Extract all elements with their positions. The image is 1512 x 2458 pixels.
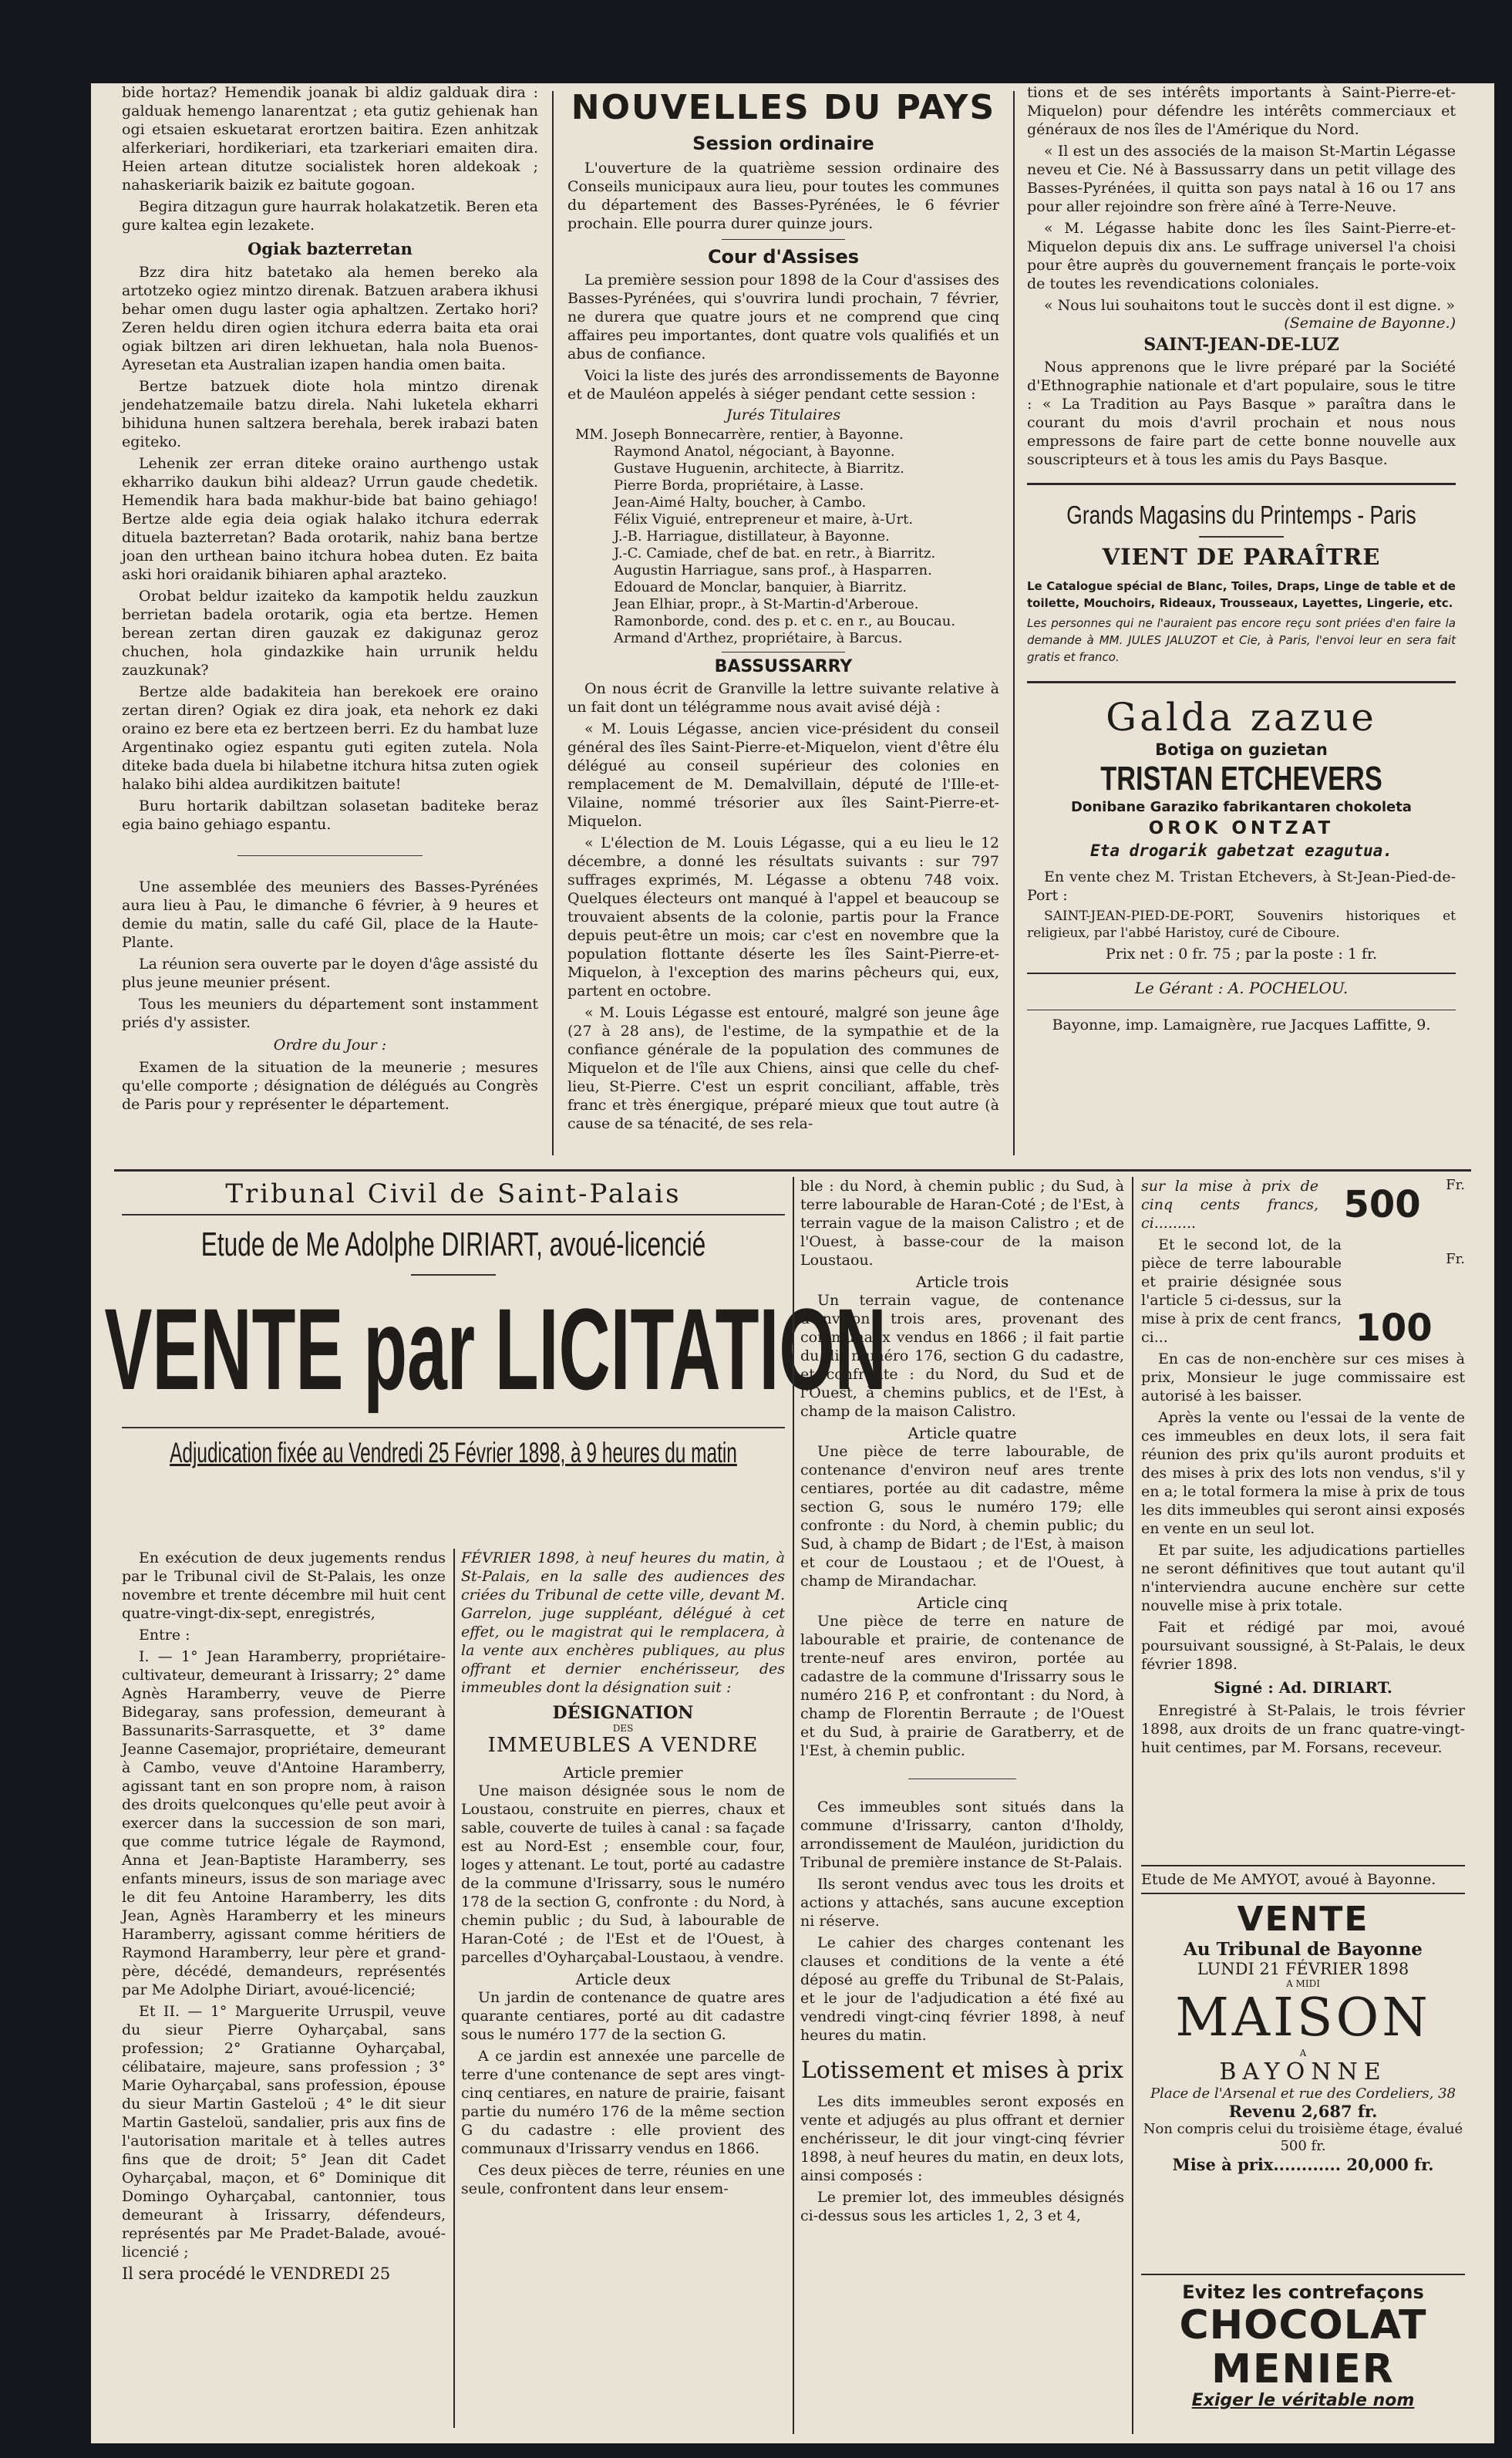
jure-item: Edouard de Monclar, banquier, à Biarritz. [614,579,908,595]
legasse-text: « M. Légasse habite donc les îles Saint-Pierre-et-Miquelon depuis dix ans. Le suffrage universel l'a choisi pour être auprès du gouvernement français le porte-voix de toutes les revendications coloniales. [1027,220,1456,292]
prix-amount: 500 [1343,1183,1421,1226]
fr-label: Fr. [1446,1177,1465,1193]
jure-item: Jean Elhiar, propr., à St-Martin-d'Arberoue. [614,596,919,612]
divider [237,855,423,856]
bassussarry-text: « M. Louis Légasse est entouré, malgré son jeune âge (27 à 28 ans), de l'estime, de la sympathie et de la confiance générale de la population des communes de Miquelon et de l'île aux Chiens, ainsi que celle du chef-lieu, St-Pierre. C'est un esprit conciliant, affable, très franc et très énergique, préparé mieux que tout autre (à cause de sa ténacité, de ses rela- [567,1004,999,1132]
ad-divider [1141,1865,1465,1866]
licitation-text: FÉVRIER 1898, à neuf heures du matin, à St-Palais, en la salle des audiences des criées du Tribunal de cette ville, devant M. Garrelon, juge suppléant, délégué à cet effet, ou le magistrat qui le remplacera, à la vente aux enchères publiques, au plus offrant et dernier enchérisseur, des immeubles dont la désignation suit : [461,1549,785,1696]
galda-prix: Prix net : 0 fr. 75 ; par la poste : 1 fr. [1105,946,1378,963]
maison-vente: VENTE [1237,1900,1369,1939]
maison-title: MAISON [1175,1988,1431,2048]
jure-item: J.-C. Camiade, chef de bat. en retr., à Biarritz. [614,545,936,561]
article-text: ble : du Nord, à chemin public ; du Sud, à terre labourable de Haran-Coté ; de l'Est, à terrain vague de la maison Calistro ; et de l'Ouest, à basse-cour de la maison Loustaou. [800,1178,1124,1269]
licitation-text: Il sera procédé le VENDREDI 25 [122,2264,391,2283]
printemps-sub: VIENT DE PARAÎTRE [1102,544,1381,570]
licitation-text: En exécution de deux jugements rendus par le Tribunal civil de St-Palais, les onze novembre et trente décembre mil huit cent quatre-vingt-dix-sept, enregistrés, [122,1549,446,1622]
jure-item: Jean-Aimé Halty, boucher, à Cambo. [614,494,867,511]
printemps-text: Les personnes qui ne l'auraient pas encore reçu sont priées d'en faire la demande à MM. JULES JALUZOT et Cie, à Paris, l'envoi leur en sera fait gratis et franco. [1027,616,1456,664]
divider [122,1427,785,1428]
designation-heading: DÉSIGNATION [552,1703,694,1723]
licitation-col4 [1141,1177,1465,1856]
column-rule [1013,91,1015,1155]
jure-item: J.-B. Harriague, distillateur, à Bayonne. [614,528,890,545]
basque-paragraph: Lehenik zer erran diteke oraino aurthengo ustak ekharriko daukun bihi aldeaz? Urrun gaude chedetik. Hemendik hara bada makhur-bide bat baino gehiago! Bertze alde egia deia ogiak halako itchura ederrak dituela bazterretan? Bada orotarik, nahiz bana bertze joan den urthean baino itchura hobea duten. Ez baita aski hori oraidanik bihiaren aphal arazteko. [122,455,538,583]
bassussarry-text: « L'élection de M. Louis Légasse, qui a eu lieu le 12 décembre, a donné les résultats suivants : sur 797 suffrages exprimés, M. Légasse a obtenu 748 voix. Quelques électeurs ont manqué à l'appel et beaucoup se trouvaient absents de la colonie, partis pour la France depuis peut-être un mois; car c'est en novembre que la population flottante déserte les îles Saint-Pierre-et-Miquelon, à l'exception des marins pêcheurs qui, eux, partent en octobre. [567,835,999,1000]
jures-list [567,427,999,647]
licitation-col2 [461,1549,785,2436]
meuniers-paragraph: Tous les meuniers du département sont instamment priés d'y assister. [122,996,538,1031]
jure-item: Félix Viguié, entrepreneur et maire, à-Urt. [614,511,914,528]
ad-divider [1027,681,1456,683]
maison-tribunal: Au Tribunal de Bayonne [1184,1939,1423,1960]
maison-compris: Non compris celui du troisième étage, évalué 500 fr. [1143,2121,1463,2154]
article-text: Le premier lot, des immeubles désignés ci-dessus sous les articles 1, 2, 3 et 4, [800,2189,1124,2224]
jure-item: Gustave Huguenin, architecte, à Biarritz. [614,460,904,477]
licitation-text: Entre : [139,1627,190,1644]
ogiak-heading: Ogiak bazterretan [248,239,413,258]
galda-vente: En vente chez M. Tristan Etchevers, à St-Jean-Pied-de-Port : [1027,868,1456,904]
right-news-column [1027,83,1456,1155]
vente-licitation-title: VENTE par LICITATION [104,1284,887,1414]
galda-sub: Botiga on guzietan [1155,740,1328,759]
jure-item: Raymond Anatol, négociant, à Bayonne. [614,443,895,460]
section-rule [114,1169,1471,1172]
basque-paragraph: Bertze batzuek diote hola mintzo direnak jendehatzemaile batzu direla. Nahi luketela ekharri bihiduna hunen saltzera berehala, berek irabazi baten egiteko. [122,378,538,450]
legasse-text: « Nous lui souhaitons tout le succès dont il est digne. » [1044,297,1455,314]
assises-text2: Voici la liste des jurés des arrondissements de Bayonne et de Mauléon appelés à siéger pendant cette session : [567,367,999,403]
assises-title: Cour d'Assises [707,246,860,268]
article-heading: Article deux [575,1970,671,1988]
newspaper-page [91,83,1494,2443]
ordre-text: Examen de la situation de la meunerie ; mesures qu'elle comporte ; désignation de délégués au Congrès de Paris pour y représenter le département. [122,1059,538,1113]
basque-paragraph: Bzz dira hitz batetako ala hemen bereko ala artotzeko ogiez mintzo direnak. Batzuen arabera ikhusi behar omen dugu laster ogia aphaltzen. Zertako hori? Zeren heldu diren ogien itchura ederra baita eta orai ogiak biltzen ari diren lekhuetan, hala nola Buenos-Ayresetan eta Australian izapen handia omen baita. [122,264,538,373]
maison-ad [1141,1865,1465,2266]
exiger-text: Exiger le véritable nom [1191,2391,1415,2410]
meuniers-paragraph: Une assemblée des meuniers des Basses-Pyrénées aura lieu à Pau, le dimanche 6 février, à 9 heures et demie du matin, salle du café Gil, place de la Haute-Plante. [122,878,538,951]
article-text: Une pièce de terre en nature de labourable et prairie, de contenance de trente-neuf ares environ, portée au cadastre de la commune d'Irissarry sous le numéro 216 P, et confrontant : du Nord, à champ de Florentin Berraute ; de l'Ouest et du Sud, à prairie de Garatberry, et de l'Est, à chemin public. [800,1613,1124,1759]
article-text: Ils seront vendus avec tous les droits et actions y attachés, sans aucune exception ni réserve. [800,1876,1124,1930]
semaine-source: (Semaine de Bayonne.) [1284,315,1456,332]
session-text: L'ouverture de la quatrième session ordinaire des Conseils municipaux aura lieu, pour toutes les communes du département des Basses-Pyrénées, le 6 février prochain. Elle pourra durer quinze jours. [567,160,999,232]
jure-item: MM. Joseph Bonnecarrère, rentier, à Bayonne. [575,427,904,443]
divider [122,1214,785,1216]
basque-paragraph: Buru hortarik dabiltzan solasetan baditeke beraz egia baino gehiago espantu. [122,797,538,833]
article-text: Ces deux pièces de terre, réunies en une seule, confrontent dans leur ensem- [461,2162,785,2197]
maison-place: Place de l'Arsenal et rue des Cordeliers, 38 [1150,2085,1456,2102]
galda-sub2: Donibane Garaziko fabrikantaren chokoleta [1071,799,1412,815]
jure-item: Armand d'Arthez, propriétaire, à Barcus. [614,630,903,646]
article-heading: Article quatre [908,1424,1017,1442]
galda-sub4: Eta drogarik gabetzat ezagutua. [1090,841,1392,860]
nouvelles-title: NOUVELLES DU PAYS [571,88,996,127]
tribunal-heading: Tribunal Civil de Saint-Palais [225,1178,682,1209]
article-heading: Article trois [915,1273,1009,1291]
prix-text: sur la mise à prix de cinq cents francs, ci......... [1141,1178,1318,1232]
article-text: Une maison désignée sous le nom de Loustaou, construite en pierres, chaux et sable, couverte de tuiles à canal : sa façade est au Nord-Est ; ensemble cour, four, loges y attenant. Le tout, porté au cadastre de la commune d'Irissarry, sous le numéro 178 de la section G, confronte : du Nord, à chemin public ; du Sud, à labourable de Haran-Coté ; de l'Est et de l'Ouest, à parcelles d'Oyharçabal-Loustaou, à vendre. [461,1782,785,1966]
maison-midi: A MIDI [1286,1978,1320,1989]
sjl-text: Nous apprenons que le livre préparé par la Société d'Ethnographie nationale et d'art populaire, sous le titre : « La Tradition au Pays Basque » paraîtra dans le courant du mois d'avril prochain et nous nous empressons de faire part de cette bonne nouvelle aux souscripteurs et à tous les amis du Pays Basque. [1027,359,1456,468]
galda-sub3: OROK ONTZAT [1148,818,1335,838]
maison-revenu: Revenu 2,687 fr. [1228,2102,1378,2121]
column-rule [793,1177,794,2434]
article-text: Et par suite, les adjudications partielles ne seront définitives que tout autant qu'il n'interviendra aucune enchère sur cette nouvelle mise à prix totale. [1141,1542,1465,1614]
galda-title: Galda zazue [1106,695,1377,740]
ad-divider [1027,973,1456,974]
chocolat-ad [1141,2274,1465,2436]
article-heading: Article premier [563,1763,683,1782]
galda-book: SAINT-JEAN-PIED-DE-PORT, Souvenirs historiques et religieux, par l'abbé Haristoy, curé de Ciboure. [1027,909,1456,941]
maison-bayonne: BAYONNE [1219,2058,1387,2085]
licitation-col3 [800,1177,1124,2442]
prix-row [1141,1236,1465,1350]
prix-amount: 100 [1355,1307,1433,1350]
bassussarry-title: BASSUSSARRY [714,657,853,676]
licitation-text: I. — 1° Jean Haramberry, propriétaire-cultivateur, demeurant à Irissarry; 2° dame Agnès Haramberry, veuve de Pierre Bidegaray, sans profession, demeurant à Bassunarits-Sarrasquette, et 3° dame Jeanne Casemajor, propriétaire, demeurant à Cambo, veuve d'Antoine Haramberry, agissant tant en son propre nom, à raison des droits quelconques qu'elle peut avoir à exercer dans la succession de son mari, que comme tutrice légale de Raymond, Anna et Jean-Baptiste Haramberry, ses enfants mineurs, issus de son mariage avec le dit feu Antoine Haramberry, les dits Jean, Agnès Haramberry et les mineurs Haramberry, agissant comme héritiers de Raymond Haramberry, leur père et grand-père, décédé, demandeurs, représentés par Me Adolphe Diriart, avoué-licencié; [122,1648,446,1998]
immeubles-heading: IMMEUBLES A VENDRE [487,1734,759,1757]
printemps-title: Grands Magasins du Printemps - Paris [1066,501,1416,529]
article-text: Ces immeubles sont situés dans la commune d'Irissarry, canton d'Iholdy, arrondissement de Mauléon, juridiction du Tribunal de première instance de St-Palais. [800,1799,1124,1871]
basque-paragraph: bide hortaz? Hemendik joanak bi aldiz galduak dira : galduak hemengo lanarentzat ; eta gutiz gehienak han ogi etsaien eskuetarat erortzen baitira. Ezen anhitzak alferkeriari, hordikeriari, eta tzarkeriari emaiten dira. Heien artean ditutze socialistek horen aldekoak ; nahaskeriarik baizik ez baitute gogoan. [122,84,538,194]
maison-date: LUNDI 21 FÉVRIER 1898 [1197,1960,1409,1978]
signature [1141,1678,1465,1697]
ad-divider [1141,1893,1465,1894]
ordre-heading: Ordre du Jour : [273,1037,387,1054]
article-text: Un jardin de contenance de quatre ares quarante centiares, porté au dit cadastre sous le numéro 177 de la section G. [461,1989,785,2043]
bassussarry-text: « M. Louis Légasse, ancien vice-président du conseil général des îles Saint-Pierre-et-Miquelon, vient d'être élu délégué au conseil supérieur des colonies en remplacement de M. Demalvillain, député de l'Ille-et-Vilaine, nommé trésorier aux îles Saint-Pierre-et-Miquelon. [567,720,999,830]
basque-column [122,83,538,1155]
legasse-text: tions et de ses intérêts importants à Saint-Pierre-et-Miquelon) pour défendre les intérêts commerciaux et généraux de nos îles de l'Amérique du Nord. [1027,84,1456,138]
printemps-ad [1027,501,1456,666]
licitation-text: Et II. — 1° Marguerite Urruspil, veuve du sieur Pierre Oyharçabal, sans profession; 2° Gratianne Oyharçabal, célibataire, majeure, sans profession ; 3° Marie Oyharçabal, sans profession, épouse du sieur Martin Gasteloü ; 4° le dit sieur Martin Gasteloü, sandalier, pris aux fins de l'autorisation maritale et à telles autres fins que de droit; 5° Jean dit Cadet Oyharçabal, maçon, et 6° Dominique dit Domingo Oyharçabal, cantonnier, tous demeurant à Irissarry, défendeurs, représentés par Me Pradet-Balade, avoué-licencié ; [122,2003,446,2261]
article-heading: Article cinq [917,1593,1008,1612]
adjudication-heading: Adjudication fixée au Vendredi 25 Février 1898, à 9 heures du matin [170,1437,737,1468]
evitez-text: Evitez les contrefaçons [1182,2281,1424,2303]
legasse-text: « Il est un des associés de la maison St-Martin Légasse neveu et Cie. Né à Bassussarry dans un petit village des Basses-Pyrénées, il quitta son pays natal à 16 ou 17 ans pour aller rejoindre son frère aîné à Terre-Neuve. [1027,143,1456,215]
divider [722,239,845,240]
maison-a: A [1299,2048,1307,2058]
meuniers-paragraph: La réunion sera ouverte par le doyen d'âge assisté du plus jeune meunier présent. [122,956,538,991]
maison-mise: Mise à prix............ 20,000 fr. [1172,2155,1434,2174]
signature-text: Signé : Ad. DIRIART. [1214,1678,1392,1697]
etude-heading: Etude de Me Adolphe DIRIART, avoué-licencié [200,1226,706,1263]
jure-item: Pierre Borda, propriétaire, à Lasse. [614,477,864,494]
article-text: Le cahier des charges contenant les clauses et conditions de la vente a été déposé au greffe du Tribunal de St-Palais, et le jour de l'adjudication a été fixé au vendredi vingt-cinq février 1898, à neuf heures du matin. [800,1934,1124,2044]
fr-label: Fr. [1446,1251,1465,1267]
printemps-text: Le Catalogue spécial de Blanc, Toiles, Draps, Linge de table et de toilette, Mouchoirs, Rideaux, Trousseaux, Layettes, Lingerie, etc. [1027,579,1456,610]
menier-title: MENIER [1211,2346,1395,2392]
enregistrement: Enregistré à St-Palais, le trois février 1898, aux droits de un franc quatre-vingt-huit centimes, par M. Forsans, receveur. [1141,1702,1465,1756]
licitation-header [104,1177,887,1547]
sjl-title: SAINT-JEAN-DE-LUZ [1143,335,1339,355]
des-label: DES [612,1723,634,1734]
session-title: Session ordinaire [692,133,874,154]
basque-paragraph: Bertze alde badakiteia han berekoek ere oraino zertan diren? Ogiak ez dira joak, eta nehork ez daki oraino ez bere eta ez bertzeen berri. Ez du hambat luze Argentinako ogiez espantu guti egiten zutela. Nola diteke bada duela bi hilabetne itchura hitsa zuten ogiek halako bihi aldea aurdikitzen baitute! [122,683,538,793]
gerant: Le Gérant : A. POCHELOU. [1134,979,1349,997]
amyot-etude: Etude de Me AMYOT, avoué à Bayonne. [1141,1871,1436,1888]
jure-item: Ramonborde, cond. des p. et c. en r., au Boucau. [614,613,956,629]
article-text: Un terrain vague, de contenance d'environ trois ares, provenant des communaux vendus en 1866 ; il fait partie du dit numéro 176, section G du cadastre, et confronte : du Nord, du Sud et de l'Ouest, à chemins publics, et de l'Est, à champ de la maison Calistro. [800,1292,1124,1420]
basque-paragraph: Orobat beldur izaiteko da kampotik heldu zauzkun berrietan badela orotarik, ogia eta bertze. Hemen berean zertan diren gauzak ez dakigunaz geroz chuchen, hola gindazkike hain urrunik heldu zauzkunak? [122,588,538,679]
lotissement-heading: Lotissement et mises à prix [800,2057,1124,2084]
galda-name: TRISTAN ETCHEVERS [1100,760,1382,797]
column-rule [552,91,554,1155]
prix-row [1141,1177,1465,1236]
galda-ad [1027,694,1456,963]
chocolat-title: CHOCOLAT [1179,2302,1427,2348]
article-text: Fait et rédigé par moi, avoué poursuivant soussigné, à St-Palais, le deux février 1898. [1141,1619,1465,1673]
article-text: A ce jardin est annexée une parcelle de terre d'une contenance de sept ares vingt-cinq centiares, en nature de prairie, faisant partie du numéro 176 de la même section G du cadastre : elle provient des communaux d'Irissarry vendus en 1866. [461,2048,785,2157]
column-rule [1132,1177,1133,2434]
ad-divider [1141,2274,1465,2275]
nouvelles-column [567,83,999,1155]
basque-paragraph: Begira ditzagun gure haurrak holakatzetik. Beren eta gure kaltea egin lezakete. [122,198,538,234]
assises-text: La première session pour 1898 de la Cour d'assises des Basses-Pyrénées, qui s'ouvrira lundi prochain, 7 février, ne durera que quatre jours et ne comprend que cinq affaires peu importantes, dont quatre vols qualifiés et un abus de confiance. [567,271,999,362]
jure-item: Augustin Harriague, sans prof., à Hasparren. [614,562,932,578]
article-text: En cas de non-enchère sur ces mises à prix, Monsieur le juge commissaire est autorisé à les baisser. [1141,1350,1465,1404]
ad-divider [1027,483,1456,485]
article-text: Les dits immeubles seront exposés en vente et adjugés au plus offrant et dernier enchérisseur, le dit jour vingt-cinq février 1898, à neuf heures du matin, en deux lots, ainsi composés : [800,2093,1124,2184]
printemps-ornament [1199,536,1284,538]
bassussarry-text: On nous écrit de Granville la lettre suivante relative à un fait dont un télégramme nous avait avisé déjà : [567,680,999,716]
article-text: Une pièce de terre labourable, de contenance d'environ neuf ares trente centiares, portée au dit cadastre, même section G, sous le numéro 179; elle confronte : du Nord, à chemin public; du Sud, à champ de Bidart ; de l'Est, à maison et cour de Loustaou ; et de l'Ouest, à champ de Mirandachar. [800,1443,1124,1590]
prix-text: Et le second lot, de la pièce de terre labourable et prairie désignée sous l'article 5 ci-dessus, sur la mise à prix de cent francs, ci... [1141,1236,1342,1346]
column-rule [453,1549,455,2428]
article-text: Après la vente ou l'essai de la vente de ces immeubles en deux lots, il sera fait réunion des prix qu'ils auront produits et des mises à prix des lots non vendus, s'il y en a; le total formera la mise à prix de tous les dits immeubles qui seront ainsi exposés en vente en un seul lot. [1141,1409,1465,1537]
jures-title: Jurés Titulaires [726,406,841,423]
licitation-col1 [122,1549,446,2436]
imprimeur: Bayonne, imp. Lamaignère, rue Jacques Laffitte, 9. [1052,1017,1431,1033]
